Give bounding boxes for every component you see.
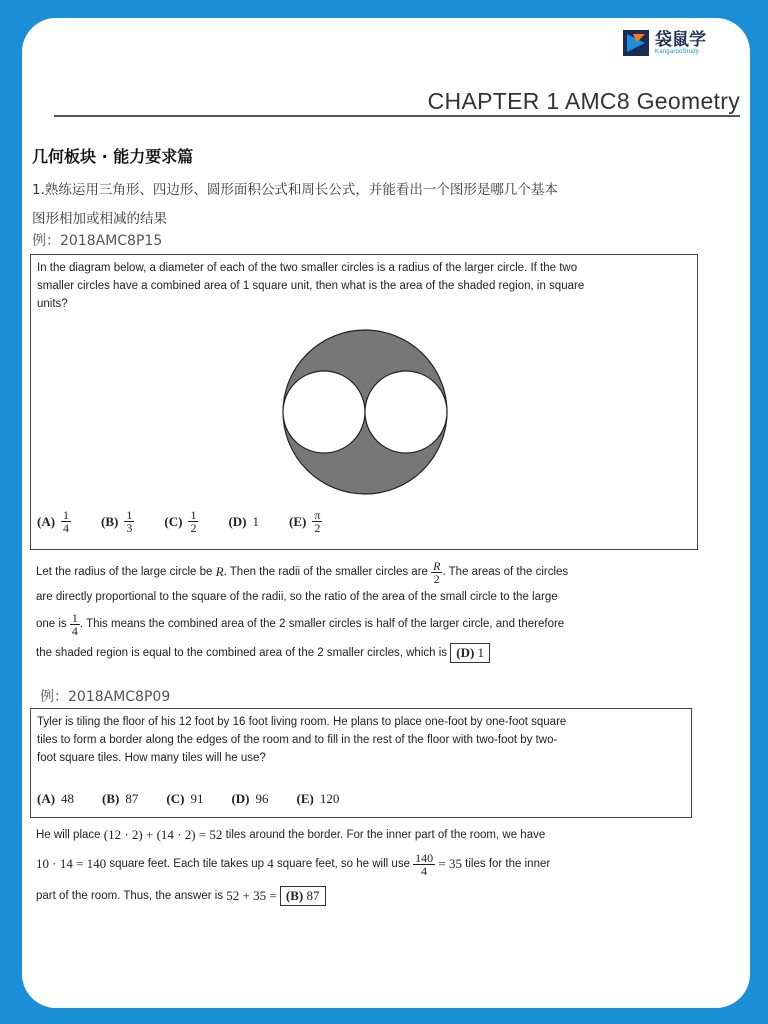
- choice-letter: (D): [228, 513, 247, 529]
- fraction-denominator: 4: [71, 623, 78, 638]
- choice-letter: (B): [101, 513, 119, 529]
- example-1-problem-box: [30, 254, 698, 550]
- solution-text: one is: [36, 618, 67, 630]
- fraction-numerator: R: [433, 558, 441, 573]
- choice-letter: (D): [231, 791, 250, 806]
- fraction-denominator: 2: [314, 521, 321, 535]
- solution-fraction: [413, 852, 435, 877]
- math-expression: = 35: [438, 856, 462, 871]
- example-1-label: 例：2018AMC8P15: [32, 233, 163, 249]
- choice-fraction: [188, 509, 198, 534]
- solution-text: the shaded region is equal to the combined area of the 2 smaller circles, which is: [36, 647, 448, 659]
- solution-line: [36, 882, 716, 910]
- answer-box: [280, 886, 326, 906]
- fraction-denominator: 2: [190, 521, 197, 535]
- choice-a: [37, 791, 74, 807]
- fraction-denominator: 3: [126, 521, 133, 535]
- solution-fraction: [431, 560, 442, 585]
- solution-fraction: [70, 612, 80, 637]
- choice-fraction: [61, 509, 71, 534]
- choice-b: [101, 509, 134, 534]
- math-expression: (12 · 2) + (14 · 2) = 52: [103, 827, 223, 842]
- choice-value: 96: [255, 791, 269, 806]
- choice-letter: (E): [288, 513, 307, 529]
- solution-text: . This means the combined area of the 2 smaller circles is half of the larger circle, and therefore: [79, 618, 565, 630]
- solution-line: [36, 846, 716, 882]
- example-2-label: 例：2018AMC8P09: [40, 689, 171, 705]
- document-page: [22, 18, 750, 1008]
- choice-letter: (C): [164, 513, 183, 529]
- solution-text: . Then the radii of the smaller circles are: [223, 566, 428, 578]
- section-title: 几何板块 · 能力要求篇: [32, 147, 194, 166]
- choice-e: [296, 791, 339, 807]
- chapter-divider: [54, 115, 740, 117]
- choice-letter: (C): [166, 791, 185, 806]
- answer-box: [450, 643, 490, 663]
- math-expression: 4: [267, 856, 274, 871]
- choice-d: [228, 509, 259, 534]
- choice-d: [231, 791, 268, 807]
- choice-value: 87: [125, 791, 139, 806]
- choice-letter: (E): [296, 791, 314, 806]
- problem-line: Tyler is tiling the floor of his 12 foot by 16 foot living room. He plans to place one-foot by one-foot square: [37, 716, 567, 728]
- example-2-problem-box: [30, 708, 692, 818]
- solution-text: square feet, so he will use: [277, 858, 410, 870]
- solution-text: part of the room. Thus, the answer is: [36, 890, 224, 902]
- small-circle-left: [283, 371, 365, 453]
- example-2-problem-text: [37, 713, 687, 767]
- choice-e: [289, 509, 322, 534]
- solution-line: [36, 640, 702, 666]
- solution-text: He will place: [36, 829, 101, 841]
- choice-value: 1: [252, 513, 259, 529]
- brand-logo: [623, 30, 706, 56]
- problem-line: tiles to form a border along the edges of the room and to fill in the rest of the floor with two-foot by two-: [37, 734, 558, 746]
- example-2-choices: [37, 791, 339, 807]
- solution-line: [36, 558, 702, 586]
- fraction-numerator: 140: [415, 850, 434, 865]
- requirement-line-2: 图形相加或相减的结果: [32, 211, 167, 227]
- requirement-line-1: 1.熟练运用三角形、四边形、圆形面积公式和周长公式，并能看出一个图形是哪几个基本: [32, 182, 558, 198]
- math-expression: 10 · 14 = 140: [36, 856, 107, 871]
- choice-letter: (A): [37, 791, 56, 806]
- fraction-numerator: 1: [71, 610, 78, 625]
- solution-text: Let the radius of the large circle be: [36, 566, 213, 578]
- choice-c: [164, 509, 198, 534]
- solution-line: [36, 824, 716, 846]
- kangaroo-logo-icon: [623, 30, 649, 56]
- problem-line: foot square tiles. How many tiles will he use?: [37, 752, 266, 764]
- choice-value: 91: [190, 791, 204, 806]
- fraction-numerator: 1: [63, 508, 70, 522]
- example-1-problem-text: [37, 259, 693, 313]
- answer-letter: (D): [456, 645, 475, 660]
- solution-text: . The areas of the circles: [442, 566, 569, 578]
- brand-name-cn: 袋鼠学: [655, 30, 706, 50]
- solution-line: are directly proportional to the square of the radii, so the ratio of the area of the small circle to the large: [36, 591, 558, 603]
- ability-requirement: [32, 176, 692, 234]
- answer-value: 1: [477, 645, 485, 660]
- solution-text: square feet. Each tile takes up: [109, 858, 265, 870]
- fraction-numerator: π: [314, 508, 321, 522]
- math-expression: 52 + 35 =: [226, 888, 277, 903]
- choice-b: [102, 791, 138, 807]
- problem-line: smaller circles have a combined area of 1 square unit, then what is the area of the shaded region, in square: [37, 280, 585, 292]
- choice-fraction: [312, 509, 322, 534]
- math-variable: R: [215, 564, 224, 579]
- example-1-choices: [37, 509, 322, 534]
- problem-line: In the diagram below, a diameter of each of the two smaller circles is a radius of the larger circle. If the two: [37, 262, 578, 274]
- fraction-denominator: 4: [421, 863, 428, 878]
- chapter-title: CHAPTER 1 AMC8 Geometry: [427, 88, 740, 114]
- solution-text: tiles for the inner: [465, 858, 551, 870]
- choice-letter: (A): [37, 513, 56, 529]
- problem-line: units?: [37, 298, 68, 310]
- choice-value: 48: [61, 791, 75, 806]
- brand-name-en: KangarooStudy: [655, 49, 699, 55]
- solution-text: tiles around the border. For the inner part of the room, we have: [225, 829, 546, 841]
- small-circle-right: [365, 371, 447, 453]
- answer-letter: (B): [285, 888, 304, 903]
- choice-fraction: [124, 509, 134, 534]
- circles-diagram: [277, 329, 453, 495]
- solution-line: [36, 608, 702, 640]
- fraction-denominator: 4: [63, 521, 70, 535]
- answer-value: 87: [306, 888, 320, 903]
- example-2-solution: [36, 824, 716, 910]
- fraction-numerator: 1: [190, 508, 197, 522]
- fraction-denominator: 2: [433, 571, 440, 586]
- choice-c: [166, 791, 203, 807]
- choice-letter: (B): [102, 791, 120, 806]
- choice-a: [37, 509, 71, 534]
- choice-value: 120: [319, 791, 340, 806]
- fraction-numerator: 1: [126, 508, 133, 522]
- example-1-solution: [36, 558, 702, 666]
